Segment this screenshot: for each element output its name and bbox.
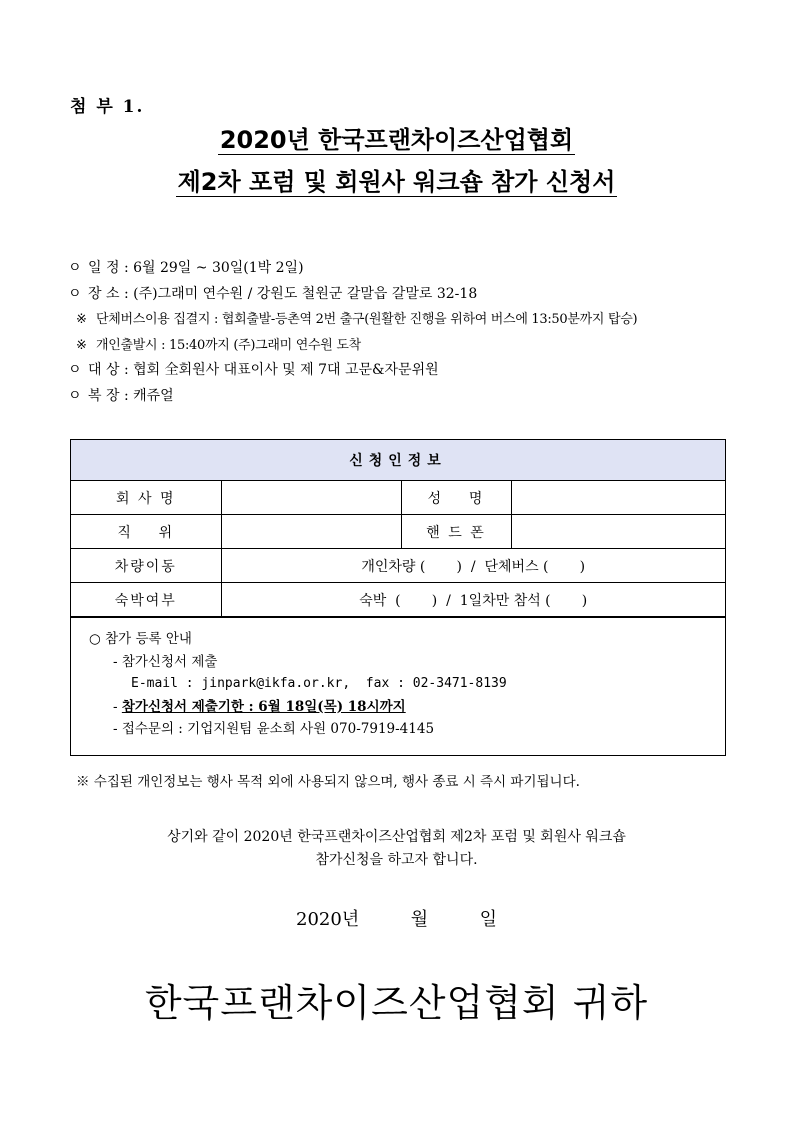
notice-deadline: 참가신청서 제출기한 : 6월 18일(목) 18시까지: [121, 698, 406, 715]
lodging-label: 숙박여부: [71, 583, 221, 617]
notice-deadline-row: - 참가신청서 제출기한 : 6월 18일(목) 18시까지: [113, 698, 406, 715]
date-line: [0, 905, 793, 931]
closing-line-2: 참가신청을 하고자 합니다.: [315, 852, 478, 868]
phone-label: 핸 드 폰: [401, 515, 511, 549]
info-dress: ㅇ 복 장 : 캐쥬얼: [68, 387, 174, 404]
notice-heading: ○ 참가 등록 안내: [89, 631, 192, 647]
notice-inquiry: - 접수문의 : 기업지원팀 윤소희 사원 070-7919-4145: [113, 721, 435, 737]
attachment-label: 첨 부 1.: [70, 97, 145, 117]
info-private-note: ※ 개인출발시 : 15:40까지 (주)그래미 연수원 도착: [76, 337, 361, 353]
event-info: [68, 256, 637, 409]
title-line-2: 제2차 포럼 및 회원사 워크숍 참가 신청서: [177, 168, 616, 196]
form-header: 신청인정보: [71, 440, 725, 481]
date-day: 일: [479, 909, 497, 930]
company-field[interactable]: [221, 481, 401, 515]
name-field[interactable]: [511, 481, 725, 515]
info-schedule: ㅇ 일 정 : 6월 29일 ~ 30일(1박 2일): [68, 260, 304, 276]
transport-label: 차량이동: [71, 549, 221, 583]
lodging-options[interactable]: 숙박 ( ) / 1일차만 참석 ( ): [221, 583, 725, 617]
notice-submit: - 참가신청서 제출: [113, 653, 218, 670]
date-year: 2020년: [296, 909, 360, 930]
closing-statement: [0, 826, 793, 872]
addressee: 한국프랜차이즈산업협회 귀하: [144, 981, 649, 1025]
application-form: [70, 439, 726, 756]
registration-notice: [71, 617, 725, 755]
info-target: ㅇ 대 상 : 협회 全회원사 대표이사 및 제 7대 고문&자문위원: [68, 362, 439, 378]
notice-contact: E-mail : jinpark@ikfa.or.kr, fax : 02-3471-8139: [131, 676, 507, 691]
info-venue: ㅇ 장 소 : (주)그래미 연수원 / 강원도 철원군 갈말읍 갈말로 32-18: [68, 285, 478, 302]
position-label: 직 위: [71, 515, 221, 549]
form-table: [71, 440, 725, 617]
company-label: 회 사 명: [71, 481, 221, 515]
name-label: 성 명: [401, 481, 511, 515]
phone-field[interactable]: [511, 515, 725, 549]
info-bus-note: ※ 단체버스이용 집결지 : 협회출발-등촌역 2번 출구(원활한 진행을 위하여 버스에 13:50분까지 탑승): [76, 312, 638, 327]
privacy-notice: ※ 수집된 개인정보는 행사 목적 외에 사용되지 않으며, 행사 종료 시 즉시 파기됩니다.: [76, 774, 580, 790]
date-month: 월: [410, 909, 429, 930]
transport-options[interactable]: 개인차량 ( ) / 단체버스 ( ): [221, 549, 725, 583]
closing-line-1: 상기와 같이 2020년 한국프랜차이즈산업협회 제2차 포럼 및 회원사 워크숍: [167, 829, 626, 845]
title-line-1: 2020년 한국프랜차이즈산업협회: [219, 126, 574, 154]
position-field[interactable]: [221, 515, 401, 549]
